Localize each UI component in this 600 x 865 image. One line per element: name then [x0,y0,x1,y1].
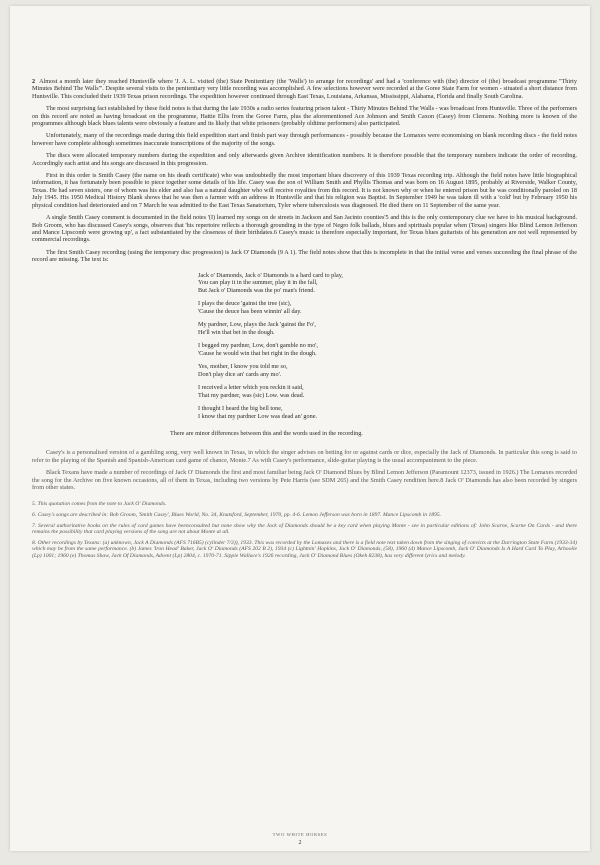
footnote: 6. Casey's songs are described in: Bob Groom, 'Smith Casey', Blues World, No. 34, Knutsford, September, 1970, pp. 4-6. Lemon Jefferson was born in 1897. Mance Lipscomb in 1895. [32,512,442,519]
paragraph: 2 Almost a month later they reached Huntsville where 'J. A. L. visited (the) State Penitentiary (the 'Walls') to arrange for recordings' and had a 'conference with (the) director of (the) broadcast programme "Thirty Minutes Behind The Walls"'. Despite several visits to the penitentiary very little recording was accomplished. A few selections however were recorded at the Goree State Farm for women - situated a short distance from Huntsville. This concluded their 1939 Texas prison recordings. The expedition however continued through East Texas, Louisiana, Arkansas, Mississippi, Alabama, Florida and finally South Carolina. [32,78,577,100]
lyric-line: That my pardner, was (sic) Low. was dead. [198,391,305,399]
paragraph: First in this order is Smith Casey (the name on his death certificate) who was undoubtedly the most important blues discovery of this 1939 Texas recording trip. Although the field notes have little biographical information, it has fortunately been possible to piece together some details of his life. Casey was the son of William Smith and Phyllis Thomas and was born on 16 August 1895, probably at Riverside, Walker County, Texas. He had seven sisters, one of whom was his elder and also has a natural daughter who will receive royalties from this record. It is not known why or when he entered prison but he was conditionally paroled on 18 July 1945. His 1950 Medical History Blank shows that he was then a farmer with an address in Huntsville and that his religion was Baptist. In September 1949 he was taken ill with a 'cold' but by February 1950 his physical condition had deteriorated and on 7 March he was admitted to the East Texas Sanatorium, Tyler where tuberculosis was diagnosed. He died there on 11 September of the same year. [32,172,577,209]
song-lyrics [198,272,577,421]
stanza [198,384,577,399]
stanza [198,363,577,378]
paragraph: Black Texans have made a number of recordings of Jack O' Diamonds the first and most familiar being Jack O' Diamond Blues by Blind Lemon Jefferson (Paramount 12373, issued in 1926.) The Lomaxes recorded the song for the Archive on five known occasions, all of them in Texas, including two versions by Pete Harris (see SDM 265) and the Smith Casey rendition here.8 Jack O' Diamonds has also been recorded by singers from other states. [32,469,577,492]
lyric-line: He'll win that bet in the dough. [198,328,275,336]
stanza [198,405,577,420]
lyric-line: You can play it in the summer, play it in the fall, [198,279,318,287]
lyric-line: But Jack o' Diamonds was the po' man's friend. [198,286,315,294]
lyric-line: 'Cause he would win that bet right in the dough. [198,349,317,357]
lyric-line: 'Cause the deuce has been winnin' all day. [198,307,302,315]
paragraph: The first Smith Casey recording (using the temporary disc progression) is Jack O' Diamonds (9 A 1). The field notes show that this is incomplete in that the initial verse and verses succeeding the final phrase of the record are missing. The text is: [32,248,577,264]
lyric-line: Yes, mother, I know you told me so, [198,363,288,371]
paragraph: Unfortunately, many of the recordings made during this field expedition start and finish part way through performances - possibly because the Lomaxes were economising on blank recording discs - the field notes however have complete although sometimes inaccurate transcriptions of the majority of the songs. [32,132,577,147]
lyric-line: I begged my pardner, Low, don't gamble no mo', [198,342,318,350]
stanza [198,321,577,336]
footer-brand: TWO WHITE HORSES [272,832,328,837]
paragraph: A single Smith Casey comment is documented in the field notes '(I) learned my songs on de streets in Jackson and San Jacinto counties'5 and this is the only contemporary clue we have to his musical background. Bob Groom, who has discussed Casey's songs, observes that 'his repertoire reflects a thorough grounding in the type of Negro folk ballads, blues and spirituals popular when (Texas) singers like Blind Lemon Jefferson and Mance Lipscomb were growing up', a fact substantiated by the closeness of their birthdates.6 Casey's music is therefore especially important, for Texas blues guitarists of his generation are not well represented by commercial recordings. [32,214,577,244]
stanza [198,342,577,357]
lyric-line: I thought I heard the big bell tone, [198,405,283,413]
lyric-line: Don't play dice an' cards any mo'. [198,370,282,378]
footnote: 8. Other recordings by Texans: (a) unknown, Jack A Diamonds (AFS 716B5) (cylinder 7/3)), 1933. This was recorded by the Lomaxes and there is a field note text taken down from the singing of convicts at the Darrington State Farm (1933-34) which may be from the same performance. (b) James 'Iron Head' Baker, Jack O' Diamonds (AFS 202 B 2), 1934 (c) Lightnin' Hopkins, Jack O' Diamonds, (58), 1960 (d) Mance Lipscomb, Jack O' Diamonds Is A Hard Card To Play, Arhoolie (Lp) 1001; 1960 (e) Thomas Shaw, Jack Of Diamonds, Advent (Lp) 2804, c. 1970-71. Sippie Wallace's 1926 recording, Jack O' Diamond Blues (Okeh 8238), has very different lyrics and melody. [32,539,577,560]
lyric-line: Jack o' Diamonds, Jack o' Diamonds is a hard card to play, [198,271,343,279]
paragraph: The discs were allocated temporary numbers during the expedition and only afterwards given Archive identification numbers. It is therefore possible that the temporary numbers indicate the order of recording. Accordingly each artist and his songs are discussed in this progression. [32,152,577,167]
document-page [10,6,590,851]
lyric-line: I received a letter which you reckin it said, [198,384,304,392]
page-number: 2 [298,840,302,846]
paragraph: Casey's is a personalised version of a gambling song, very well known in Texas, in which the singer advises on betting for or against cards or dice, especially the Jack of Diamonds. In particular this song is said to refer to the playing of the Spanish and Spanish-American card game of chance, Monte.7 As with Casey's performance, slide-guitar playing is the usual accompaniment to the piece. [32,449,577,464]
lyric-line: I know that my pardner Low was dead an' gone. [198,412,317,420]
body-text [32,78,577,564]
footnote: 5. This quotation comes from the note to Jack O' Diamonds. [32,501,167,508]
lyrics-note: There are minor differences between this and the words used in the recording. [170,430,363,438]
footnote: 7. Several authoritative books on the rules of card games have beenconsulted but none show why the Jack of Diamonds should be a key card when playing Monte - see in particular editions of: John Scarne, Scarne On Cards - and there remains the possibility that card playing versions of the song are not about Monte at all. [32,522,577,536]
stanza [198,272,577,295]
stanza [198,300,577,315]
lyric-line: My pardner, Low, plays the Jack 'gainst the Fo', [198,321,316,329]
page-marker: 2 [32,78,36,85]
lyric-line: I plays the deuce 'gainst the tree (sic), [198,300,292,308]
paragraph: The most surprising fact established by these field notes is that during the late 1930s a radio series featuring prison talent - Thirty Minutes Behind The Walls - was broadcast from Huntsville. Three of the performers on this record are noted as having broadcast on the programme, Hattie Ellis from the Goree Farm, plus the aforementioned Ace Johnson and Smith Caxon (Casey) from Clemens. Nothing more is known of the programmes although black blues talents were obviously a feature and its likely that white prisoners (probably oldtime performers) also participated. [32,105,577,128]
